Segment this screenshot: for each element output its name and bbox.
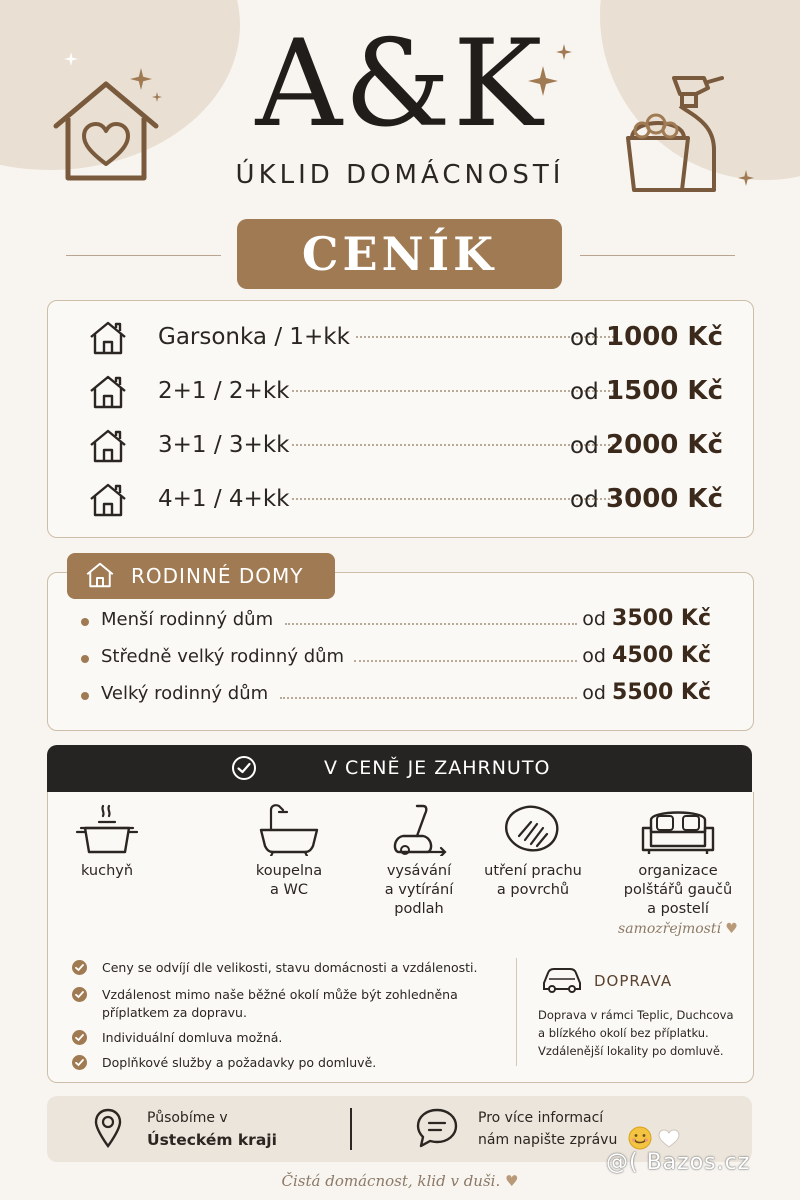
sofa-icon [639, 802, 717, 856]
brand-logo: A&K [255, 15, 545, 154]
service-item [354, 792, 484, 919]
house-row-name: Menší rodinný dům [101, 609, 274, 630]
region-line2: Ústeckém kraji [147, 1131, 277, 1149]
price-row-name: 3+1 / 3+kk [158, 432, 290, 458]
watermark: @( Bazos.cz [606, 1150, 751, 1175]
price-row-price: od 1000 Kč [570, 322, 723, 352]
service-label: a povrchů [496, 882, 570, 898]
price-row-name: Garsonka / 1+kk [158, 324, 350, 350]
price-list-title-banner [237, 219, 562, 289]
house-icon [88, 374, 128, 410]
footer-divider [350, 1108, 352, 1150]
price-row-name: 4+1 / 4+kk [158, 486, 290, 512]
service-label: a vytírání [384, 882, 454, 898]
house-price-row [48, 641, 753, 677]
bullet [81, 692, 89, 700]
transport-text: Doprava v rámci Teplic, Duchcova a blízkého okolí bez příplatku. Vzdálenější lokality po domluvě. [538, 1008, 734, 1058]
price-list-title: CENÍK [301, 227, 498, 281]
service-item [468, 792, 598, 900]
car-icon [540, 967, 584, 993]
price-row-price: od 3000 Kč [570, 484, 723, 514]
heart-icon: ♥ [725, 921, 738, 937]
vacuum-cleaner-icon [387, 802, 451, 856]
region-line1: Působíme v [147, 1110, 228, 1126]
check-icon [72, 1055, 87, 1070]
brand-subtitle: ÚKLID DOMÁCNOSTÍ [235, 160, 565, 190]
contact-line1: Pro více informací [478, 1110, 604, 1126]
house-row-price: od 3500 Kč [582, 606, 711, 631]
service-label: organizace [638, 863, 718, 879]
service-label: vysávání [386, 863, 452, 879]
bathtub-icon [257, 802, 321, 856]
check-icon [72, 1030, 87, 1045]
dotted-leader [285, 623, 577, 625]
house-row-name: Velký rodinný dům [101, 683, 269, 704]
divider-left [66, 255, 221, 256]
price-row [48, 312, 753, 362]
service-item [42, 792, 172, 881]
dotted-leader [280, 697, 577, 699]
contact-line2: nám napište zprávu [478, 1132, 618, 1148]
house-icon [88, 428, 128, 464]
notes-divider [516, 958, 517, 1066]
location-pin-icon [93, 1108, 123, 1148]
service-label: podlah [394, 901, 444, 917]
house-row-name: Středně velký rodinný dům [101, 646, 345, 667]
smile-emoji-icon [628, 1126, 652, 1150]
watermark-text: Bazos.cz [646, 1150, 751, 1175]
notes-panel [47, 942, 754, 1083]
service-label: polštářů gaučů [623, 882, 733, 898]
house-price-row [48, 678, 753, 714]
check-icon [72, 960, 87, 975]
hand-cloth-icon [501, 802, 565, 856]
service-label: kuchyň [80, 863, 134, 879]
house-icon [88, 320, 128, 356]
note-text: Doplňkové služby a požadavky po domluvě. [102, 1055, 377, 1070]
note-text: Ceny se odvíjí dle velikosti, stavu domácnosti a vzdálenosti. [102, 960, 478, 975]
apartment-price-card [47, 300, 754, 538]
white-heart-icon [658, 1129, 680, 1149]
family-houses-header [67, 553, 335, 599]
bullet [81, 655, 89, 663]
transport-title: DOPRAVA [594, 972, 673, 990]
included-title: V CENĚ JE ZAHRNUTO [324, 757, 551, 779]
heart-icon: ♥ [505, 1172, 519, 1190]
bullet [81, 618, 89, 626]
house-row-price: od 4500 Kč [582, 643, 711, 668]
divider-right [580, 255, 735, 256]
tagline-text: Čistá domácnost, klid v duši. [281, 1172, 501, 1190]
cooking-pot-icon [75, 802, 139, 856]
check-icon [72, 987, 87, 1002]
note-text: Vzdálenost mimo naše běžné okolí může být zohledněna příplatkem za dopravu. [102, 987, 458, 1020]
price-row [48, 366, 753, 416]
service-label: koupelna [255, 863, 323, 879]
house-icon [88, 482, 128, 518]
price-row-price: od 2000 Kč [570, 430, 723, 460]
service-label: utření prachu [484, 863, 582, 879]
house-icon [85, 561, 115, 589]
check-circle-icon [231, 755, 257, 781]
house-price-row [48, 604, 753, 640]
price-row-name: 2+1 / 2+kk [158, 378, 290, 404]
included-header [47, 745, 752, 792]
chat-bubble-icon [415, 1107, 459, 1149]
price-row [48, 420, 753, 470]
house-row-price: od 5500 Kč [582, 680, 711, 705]
included-services [47, 792, 754, 943]
dotted-leader [354, 660, 577, 662]
price-row-price: od 1500 Kč [570, 376, 723, 406]
service-label: a postelí [647, 901, 709, 917]
service-label: a WC [270, 882, 308, 898]
price-row [48, 474, 753, 524]
family-houses-title: RODINNÉ DOMY [131, 564, 304, 588]
note-text: Individuální domluva možná. [102, 1030, 283, 1045]
service-item [224, 792, 354, 900]
service-extra-note: samozřejmostí [618, 921, 721, 937]
service-item [593, 792, 763, 937]
